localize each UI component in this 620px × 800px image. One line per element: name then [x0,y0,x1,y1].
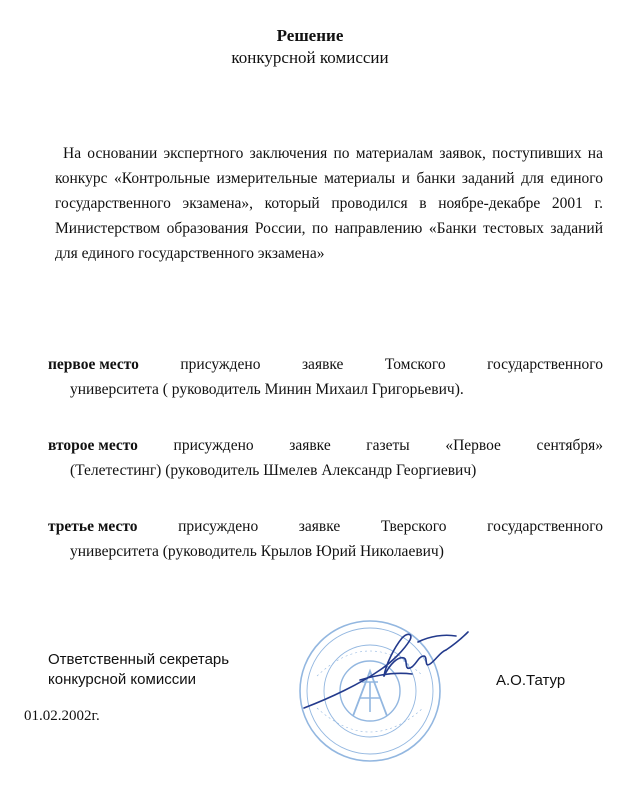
award-word: присуждено [173,437,254,454]
award-word: газеты [366,437,410,454]
award-word: Томского [384,356,446,373]
award-word: государственного [487,356,603,373]
secretary-title: Ответственный секретарь [48,651,230,668]
award-word: заявке [289,437,331,454]
award-first-line [48,433,603,458]
intro-paragraph: На основании экспертного заключения по материалам заявок, поступивших на конкурс «Контрольные измерительные материалы и банки заданий для единого государственного экзамена», который проводился в ноябре-декабре 2001 г. Министерством образования России, по направлению «Банки тестовых заданий для единого государственного экзамена» [55,145,603,262]
document-subtitle: конкурсной комиссии [231,48,389,67]
award-word: государственного [487,518,603,535]
award-place-label: третье место [48,518,138,535]
award-word: сентября» [536,437,603,454]
signer-name: А.О.Татур [496,672,566,689]
award-continuation: университета ( руководитель Минин Михаил Григорьевич). [70,381,464,398]
award-first-line [48,514,603,539]
award-continuation: университета (руководитель Крылов Юрий Николаевич) [70,543,444,560]
award-word: присуждено [178,518,259,535]
award-third-place [48,514,603,564]
award-first-line [48,352,603,377]
award-word: «Первое [445,437,501,454]
award-continuation: (Телетестинг) (руководитель Шмелев Александр Георгиевич) [70,462,477,479]
award-place-label: второе место [48,437,138,454]
document-title: Решение [276,26,344,45]
award-place-label: первое место [48,356,139,373]
secretary-block [48,650,229,690]
award-word: заявке [298,518,341,535]
award-first-place [48,352,603,402]
document-date: 01.02.2002г. [24,708,100,724]
signature-icon [300,612,475,712]
award-word: присуждено [180,356,261,373]
secretary-commission: конкурсной комиссии [48,671,196,688]
award-word: Тверского [380,518,447,535]
award-second-place [48,433,603,483]
award-word: заявке [301,356,344,373]
